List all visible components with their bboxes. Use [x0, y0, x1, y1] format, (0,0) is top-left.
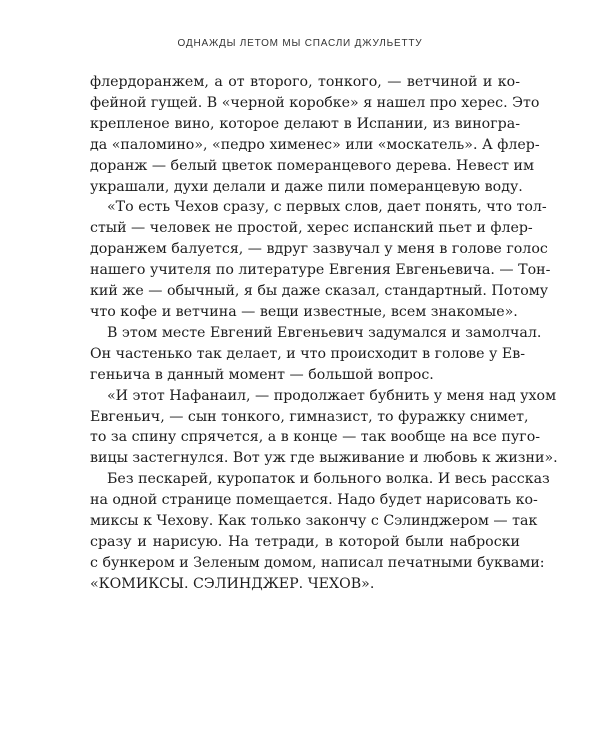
- text-line: Без пескарей, куропаток и больного волка. И весь рассказ: [107, 471, 550, 488]
- text-line: фейной гущей. В «черной коробке» я нашел про херес. Это: [90, 94, 540, 111]
- text-line: на одной странице помещается. Надо будет нарисовать ко-: [90, 492, 538, 509]
- text-line: с бункером и Зеленым домом, написал печатными буквами:: [90, 554, 545, 571]
- body-text: [90, 72, 558, 595]
- text-line: что кофе и ветчина — вещи известные, всем знакомые».: [90, 303, 518, 320]
- text-line: нашего учителя по литературе Евгения Евгеньевича. — Тон-: [90, 262, 551, 279]
- text-line: стый — человек не простой, херес испанский пьет и флер-: [90, 220, 533, 237]
- text-line: кий же — обычный, я бы даже сказал, стандартный. Потому: [90, 283, 549, 300]
- paragraph: [90, 323, 542, 386]
- text-line: да «паломино», «педро хименес» или «москатель». А флер-: [90, 136, 540, 153]
- text-line: украшали, духи делали и даже пили померанцевую воду.: [90, 178, 523, 195]
- paragraph: [90, 386, 558, 470]
- paragraph: [90, 72, 540, 197]
- text-line: флердоранжем, а от второго, тонкого, — ветчиной и ко-: [90, 74, 520, 90]
- text-line: «КОМИКСЫ. СЭЛИНДЖЕР. ЧЕХОВ».: [90, 575, 375, 592]
- text-line: геньича в данный момент — большой вопрос.: [90, 366, 434, 383]
- text-line: В этом месте Евгений Евгеньевич задумался и замолчал.: [107, 324, 542, 341]
- text-line: то за спину спрячется, а в конце — так вообще на все пуго-: [90, 429, 541, 446]
- text-line: «И этот Нафанаил, — продолжает бубнить у меня над ухом: [107, 387, 557, 404]
- text-line: крепленое вино, которое делают в Испании, из виногра-: [90, 115, 520, 132]
- running-head: ОДНАЖДЫ ЛЕТОМ МЫ СПАСЛИ ДЖУЛЬЕТТУ: [177, 38, 423, 49]
- text-line: доранж — белый цветок померанцевого дерева. Невест им: [90, 157, 534, 174]
- text-line: сразу и нарисую. На тетради, в которой были наброски: [90, 533, 520, 550]
- text-line: «То есть Чехов сразу, с первых слов, дает понять, что тол-: [107, 199, 547, 216]
- text-line: вицы застегнулся. Вот уж где выживание и любовь к жизни».: [90, 450, 558, 467]
- paragraph: [90, 197, 551, 322]
- text-line: Он частенько так делает, и что происходит в голове у Ев-: [90, 345, 526, 362]
- text-line: Евгеньич, — сын тонкого, гимназист, то фуражку снимет,: [90, 408, 529, 425]
- text-line: миксы к Чехову. Как только закончу с Сэлинджером — так: [90, 513, 538, 530]
- paragraph: [90, 469, 550, 594]
- text-line: доранжем балуется, — вдруг зазвучал у меня в голове голос: [90, 241, 548, 258]
